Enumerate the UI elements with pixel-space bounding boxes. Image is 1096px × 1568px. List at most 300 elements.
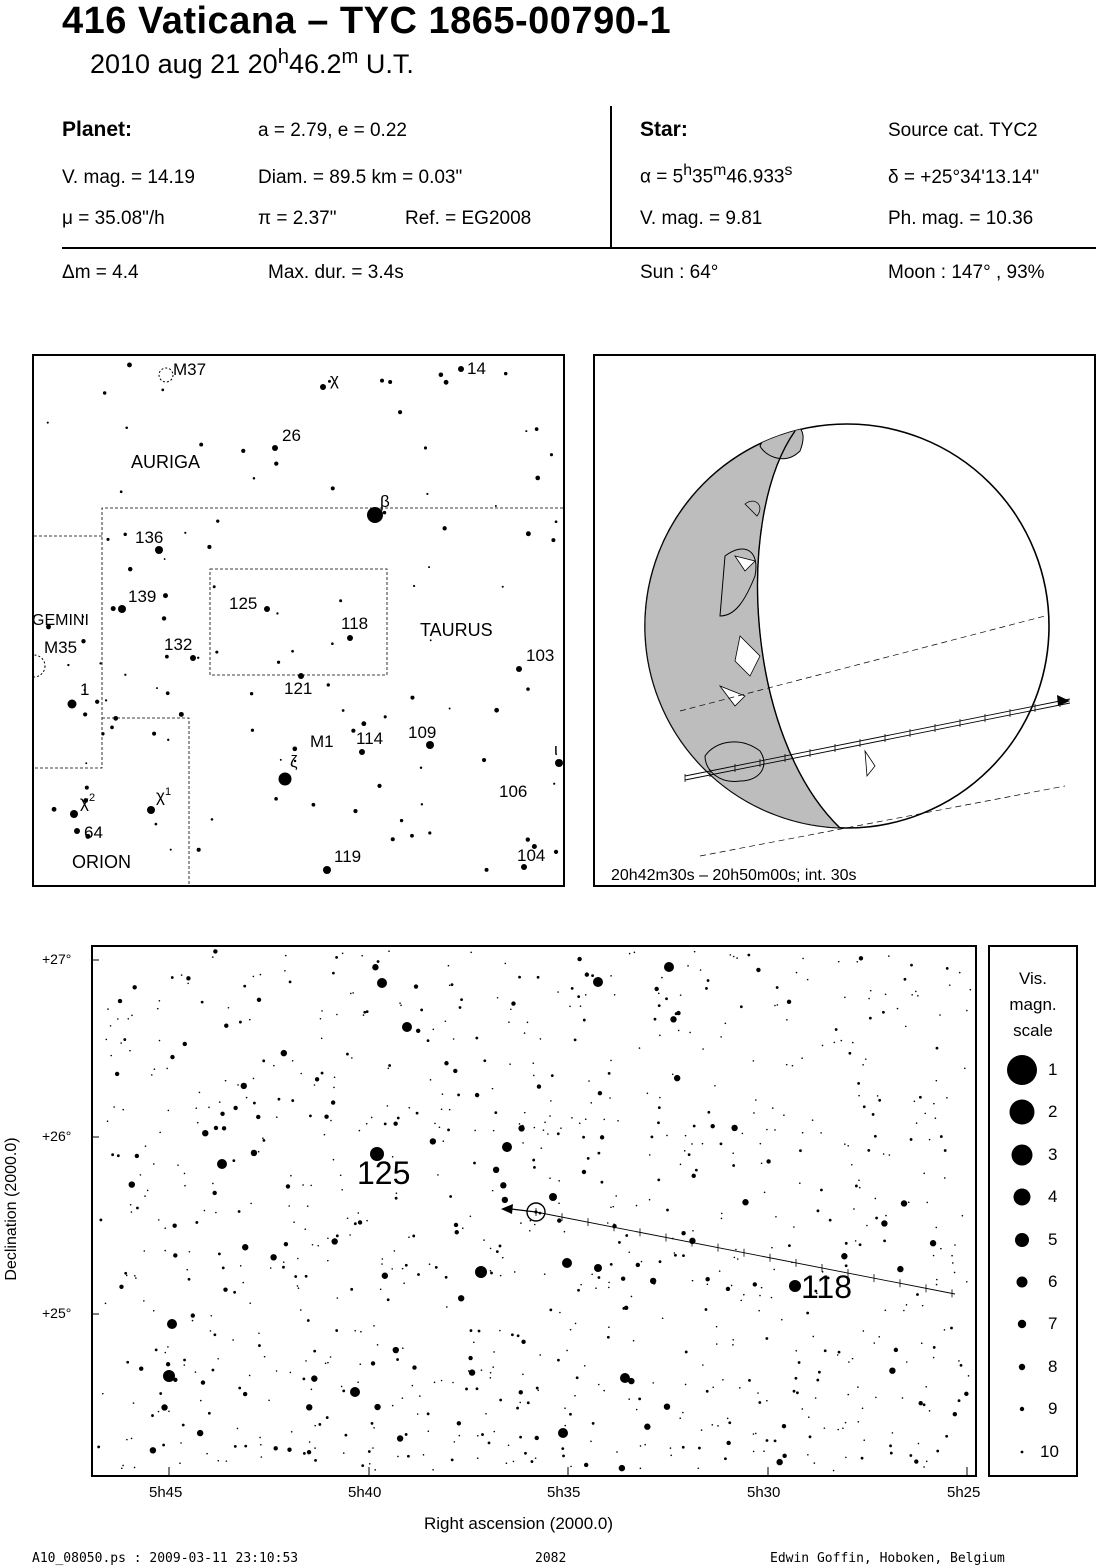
- detail-star: [577, 957, 581, 961]
- detail-star: [217, 1358, 219, 1360]
- detail-star: [894, 1348, 898, 1352]
- detail-star: [564, 1407, 566, 1409]
- detail-star: [172, 1224, 176, 1228]
- detail-star: [592, 1422, 595, 1425]
- detail-star: [697, 1467, 699, 1469]
- detail-star: [788, 1244, 791, 1247]
- detail-star: [337, 1297, 339, 1299]
- detail-star: [215, 1212, 217, 1214]
- detail-star: [678, 1030, 680, 1032]
- detail-label-118: 118: [801, 1269, 853, 1305]
- detail-star: [139, 1367, 143, 1371]
- finder-star: [555, 520, 558, 523]
- detail-star: [499, 1245, 502, 1248]
- finder-star: [101, 732, 104, 735]
- detail-star: [682, 1446, 685, 1449]
- detail-star: [363, 1014, 365, 1016]
- legend-dot-8: [1019, 1364, 1025, 1370]
- finder-star: [211, 818, 214, 821]
- detail-star: [220, 1112, 224, 1116]
- detail-star: [121, 1468, 123, 1470]
- detail-star: [445, 1276, 448, 1279]
- detail-star: [433, 1029, 435, 1031]
- detail-star: [544, 1121, 546, 1123]
- detail-star: [659, 1035, 661, 1037]
- detail-star: [930, 1240, 936, 1246]
- detail-star: [105, 1303, 107, 1305]
- detail-star: [654, 987, 658, 991]
- detail-star: [513, 1461, 515, 1463]
- detail-star: [344, 1434, 347, 1437]
- detail-star: [97, 1446, 100, 1449]
- finder-star: [83, 712, 87, 716]
- detail-star: [158, 1219, 160, 1221]
- detail-star: [327, 1362, 329, 1364]
- detail-star: [485, 1413, 487, 1415]
- detail-star: [558, 1180, 560, 1182]
- detail-star: [890, 1452, 893, 1455]
- detail-star: [520, 1222, 522, 1224]
- detail-star: [845, 1242, 848, 1245]
- detail-star: [210, 1330, 212, 1332]
- detail-star: [583, 1019, 586, 1022]
- detail-star: [187, 983, 189, 985]
- finder-star: [197, 657, 199, 659]
- detail-star: [321, 1038, 323, 1040]
- detail-star: [405, 1264, 408, 1267]
- detail-star: [736, 957, 738, 959]
- finder-star: [274, 462, 278, 466]
- detail-star: [792, 1065, 794, 1067]
- detail-star: [417, 1413, 419, 1415]
- detail-star: [494, 1111, 497, 1114]
- detail-star: [862, 1064, 864, 1066]
- detail-star: [164, 1250, 166, 1252]
- detail-star: [674, 1252, 676, 1254]
- detail-star: [904, 978, 907, 981]
- detail-star: [921, 1342, 923, 1344]
- detail-star: [240, 1265, 242, 1267]
- detail-star: [326, 1416, 329, 1419]
- finder-star: [554, 850, 558, 854]
- legend-dot-6: [1017, 1277, 1028, 1288]
- detail-star: [402, 1347, 404, 1349]
- detail-star: [241, 1083, 247, 1089]
- detail-star: [197, 1430, 203, 1436]
- planet-ref: Ref. = EG2008: [405, 208, 532, 229]
- detail-star: [183, 1042, 187, 1046]
- detail-star: [462, 1227, 464, 1229]
- detail-star: [261, 1456, 263, 1458]
- detail-star: [857, 1386, 859, 1388]
- detail-star: [644, 1424, 650, 1430]
- finder-star: [166, 691, 170, 695]
- detail-star: [926, 1202, 928, 1204]
- detail-star: [102, 1393, 104, 1395]
- detail-star: [582, 1170, 586, 1174]
- detail-star: [117, 1154, 120, 1157]
- detail-star: [159, 1000, 161, 1002]
- detail-star: [357, 1212, 359, 1214]
- detail-star: [144, 1195, 146, 1197]
- detail-star: [863, 1105, 866, 1108]
- finder-star: [551, 538, 555, 542]
- detail-star: [237, 1084, 239, 1086]
- detail-star: [608, 1072, 611, 1075]
- detail-star: [388, 1064, 391, 1067]
- globe-canvas: [595, 356, 1094, 885]
- finder-star: [106, 538, 109, 541]
- detail-star: [924, 1113, 926, 1115]
- detail-star: [292, 1060, 294, 1062]
- finder-star: [179, 712, 184, 717]
- detail-star: [944, 1329, 946, 1331]
- detail-star: [417, 1273, 420, 1276]
- detail-star: [711, 1424, 713, 1426]
- detail-star: [244, 1445, 247, 1448]
- finder-star: [279, 773, 292, 786]
- detail-star: [856, 961, 858, 963]
- detail-star: [237, 1428, 239, 1430]
- detail-star: [403, 1282, 405, 1284]
- detail-star: [795, 1350, 797, 1352]
- footer-author: Edwin Goffin, Hoboken, Belgium: [770, 1551, 1005, 1566]
- label-26: 26: [282, 426, 301, 445]
- detail-star: [127, 1018, 129, 1020]
- detail-star: [670, 1455, 672, 1457]
- detail-star: [922, 1305, 924, 1307]
- detail-star: [111, 1153, 114, 1156]
- detail-star: [393, 1347, 399, 1353]
- finder-star: [424, 446, 427, 449]
- detail-star: [571, 987, 574, 990]
- detail-star: [607, 1336, 610, 1339]
- detail-star: [714, 1085, 716, 1087]
- detail-star: [636, 1205, 638, 1207]
- finder-star: [125, 426, 128, 429]
- detail-star: [902, 1397, 904, 1399]
- detail-star: [705, 1308, 708, 1311]
- finder-star: [526, 687, 530, 691]
- detail-star: [685, 1384, 687, 1386]
- star-vmag: V. mag. = 9.81: [640, 208, 763, 229]
- detail-star: [416, 1112, 419, 1115]
- detail-star: [504, 963, 506, 965]
- detail-star: [423, 1454, 425, 1456]
- detail-star: [817, 1209, 820, 1212]
- detail-star: [863, 1439, 865, 1441]
- detail-star: [558, 1428, 568, 1438]
- detail-star: [853, 1208, 855, 1210]
- detail-star: [939, 1014, 941, 1016]
- detail-star: [820, 1132, 822, 1134]
- detail-star: [298, 1287, 300, 1289]
- finder-star: [184, 532, 186, 534]
- detail-star: [309, 1441, 311, 1443]
- detail-star: [639, 1047, 641, 1049]
- detail-star: [707, 979, 710, 982]
- label-64: 64: [84, 823, 103, 842]
- info-divider-vertical: [610, 106, 612, 249]
- detail-star: [159, 1392, 162, 1395]
- detail-star: [910, 1138, 913, 1141]
- detail-star: [524, 1452, 527, 1455]
- detail-star: [222, 1126, 226, 1130]
- detail-star: [377, 960, 380, 963]
- detail-star: [250, 1203, 252, 1205]
- detail-star: [477, 1435, 479, 1437]
- legend-label-1: 1: [1048, 1060, 1058, 1079]
- detail-star: [366, 1123, 368, 1125]
- detail-star: [615, 1195, 617, 1197]
- finder-star: [251, 729, 254, 732]
- detail-star: [305, 1275, 308, 1278]
- label-1: 1: [80, 680, 90, 699]
- detail-star: [314, 1425, 316, 1427]
- detail-star: [374, 1469, 376, 1471]
- detail-star: [569, 1413, 572, 1416]
- detail-star: [499, 1399, 502, 1402]
- detail-star: [320, 1018, 322, 1020]
- detail-star: [434, 1123, 436, 1125]
- detail-star: [197, 1122, 199, 1124]
- detail-star: [164, 1352, 166, 1354]
- legend-dot-5: [1015, 1233, 1029, 1247]
- detail-star: [184, 1185, 186, 1187]
- detail-star: [923, 1466, 925, 1468]
- detail-star: [585, 994, 587, 996]
- detail-star: [140, 1174, 142, 1176]
- detail-star: [499, 1330, 501, 1332]
- detail-star: [449, 1109, 451, 1111]
- detail-star: [847, 1145, 849, 1147]
- detail-star: [782, 1424, 786, 1428]
- detail-star: [532, 1062, 534, 1064]
- detail-star: [731, 1125, 737, 1131]
- detail-star: [575, 1323, 577, 1325]
- detail-star: [875, 1397, 877, 1399]
- legend-label-4: 4: [1048, 1187, 1058, 1206]
- detail-star: [756, 968, 760, 972]
- detail-star: [166, 1362, 170, 1366]
- cluster-marker: [34, 655, 45, 677]
- detail-star: [764, 1192, 766, 1194]
- detail-star: [564, 1231, 566, 1233]
- detail-star: [710, 1124, 714, 1128]
- detail-star: [958, 1360, 960, 1362]
- detail-star: [276, 1116, 278, 1118]
- detail-star: [662, 1317, 664, 1319]
- detail-star: [497, 997, 499, 999]
- x-tick-5h45: 5h45: [149, 1484, 183, 1501]
- detail-star: [892, 1432, 894, 1434]
- detail-star: [705, 1277, 709, 1281]
- detail-star: [672, 1073, 674, 1075]
- detail-star: [307, 1450, 311, 1454]
- detail-star: [427, 1039, 430, 1042]
- detail-star: [212, 956, 214, 958]
- finder-star: [156, 687, 158, 689]
- detail-star: [306, 1404, 312, 1410]
- moon-elongation: Moon : 147° , 93%: [888, 262, 1045, 283]
- detail-star: [759, 1295, 761, 1297]
- event-datetime: 2010 aug 21 20$^h$46.2$^m$ U.T.: [90, 46, 414, 79]
- detail-star: [204, 1210, 206, 1212]
- detail-star: [343, 1452, 345, 1454]
- detail-star: [570, 1466, 572, 1468]
- detail-star: [616, 1451, 618, 1453]
- detail-star: [397, 1456, 399, 1458]
- detail-star: [608, 1287, 610, 1289]
- detail-star: [670, 1016, 676, 1022]
- detail-star: [212, 1183, 214, 1185]
- detail-star: [134, 1467, 136, 1469]
- detail-star: [919, 1096, 922, 1099]
- detail-star: [118, 999, 122, 1003]
- detail-star: [801, 1408, 803, 1410]
- detail-star: [159, 1132, 161, 1134]
- detail-star: [684, 1150, 686, 1152]
- detail-star: [870, 990, 872, 992]
- detail-star: [363, 1011, 366, 1014]
- detail-star: [321, 1010, 323, 1012]
- detail-star: [518, 976, 521, 979]
- detail-star: [835, 1028, 838, 1031]
- detail-star: [918, 1401, 922, 1405]
- detail-star: [909, 1454, 912, 1457]
- detail-star: [225, 1080, 227, 1082]
- finder-star: [323, 866, 331, 874]
- detail-star: [901, 1200, 907, 1206]
- detail-star: [732, 1152, 734, 1154]
- detail-star: [354, 1222, 357, 1225]
- detail-star: [968, 1375, 970, 1377]
- finder-star: [458, 366, 464, 372]
- legend-dots: [990, 947, 1076, 1475]
- detail-star: [537, 1084, 541, 1088]
- star-phmag: Ph. mag. = 10.36: [888, 208, 1034, 229]
- detail-star: [481, 1433, 484, 1436]
- detail-star: [665, 997, 668, 1000]
- detail-star: [621, 1277, 625, 1281]
- detail-star: [600, 1135, 604, 1139]
- detail-star: [155, 1349, 158, 1352]
- detail-star: [795, 1377, 798, 1380]
- detail-star: [157, 1008, 159, 1010]
- detail-star: [657, 1121, 660, 1124]
- detail-star: [636, 1263, 640, 1267]
- detail-star: [458, 1295, 464, 1301]
- detail-star: [829, 1219, 832, 1222]
- label-103: 103: [526, 646, 555, 665]
- detail-star: [903, 1310, 905, 1312]
- finder-star: [164, 558, 166, 560]
- detail-star: [674, 1075, 680, 1081]
- detail-star: [706, 1390, 709, 1393]
- detail-star: [342, 953, 344, 955]
- detail-star: [206, 1453, 208, 1455]
- detail-star: [774, 1439, 777, 1442]
- detail-star: [906, 1361, 908, 1363]
- finder-star: [199, 443, 203, 447]
- label-121: 121: [284, 679, 313, 698]
- detail-star: [183, 1364, 185, 1366]
- x-axis-label: Right ascension (2000.0): [424, 1514, 614, 1533]
- detail-star: [359, 1363, 361, 1365]
- detail-star: [962, 1215, 964, 1217]
- detail-star: [445, 1020, 447, 1022]
- detail-star: [661, 977, 663, 979]
- finder-star: [526, 531, 531, 536]
- globe-panel: [593, 354, 1096, 887]
- detail-star: [490, 1377, 492, 1379]
- detail-star: [373, 1427, 375, 1429]
- detail-star: [511, 1001, 515, 1005]
- detail-star: [284, 970, 286, 972]
- detail-star: [783, 1114, 785, 1116]
- detail-star: [724, 1457, 727, 1460]
- detail-star: [107, 1120, 109, 1122]
- detail-star: [354, 1330, 356, 1332]
- detail-star: [115, 1072, 119, 1076]
- magnitude-legend: [988, 945, 1078, 1477]
- detail-star: [590, 1441, 592, 1443]
- detail-star: [888, 955, 890, 957]
- detail-star: [181, 974, 183, 976]
- detail-star: [305, 1360, 307, 1362]
- detail-star: [802, 958, 804, 960]
- detail-star: [314, 1447, 316, 1449]
- detail-star: [692, 1174, 696, 1178]
- detail-star: [766, 1439, 769, 1442]
- detail-star: [610, 1206, 612, 1208]
- detail-star: [195, 1221, 198, 1224]
- detail-star: [324, 1134, 326, 1136]
- detail-star: [113, 1106, 115, 1108]
- detail-star: [374, 1404, 380, 1410]
- detail-star: [192, 1320, 194, 1322]
- detail-star: [309, 1115, 312, 1118]
- detail-star: [402, 1022, 412, 1032]
- detail-star: [774, 1005, 776, 1007]
- detail-star: [529, 1230, 531, 1232]
- detail-star: [845, 1422, 847, 1424]
- detail-star: [259, 1437, 261, 1439]
- detail-star: [782, 1454, 786, 1458]
- detail-star: [664, 1403, 670, 1409]
- detail-star: [776, 986, 779, 989]
- detail-star: [916, 1293, 919, 1296]
- detail-star: [799, 1149, 802, 1152]
- finder-star: [81, 639, 85, 643]
- detail-star: [618, 1241, 621, 1244]
- detail-star: [511, 1333, 514, 1336]
- detail-star: [429, 1263, 431, 1265]
- detail-star: [702, 1143, 704, 1145]
- finder-star: [124, 533, 127, 536]
- legend-label-2: 2: [1048, 1102, 1058, 1121]
- finder-star: [241, 449, 245, 453]
- detail-star: [393, 1121, 397, 1125]
- detail-star: [289, 980, 292, 983]
- detail-star: [151, 1074, 153, 1076]
- detail-star: [449, 984, 451, 986]
- detail-star: [875, 1217, 878, 1220]
- detail-star: [910, 964, 913, 967]
- detail-star: [771, 1297, 773, 1299]
- label-125: 125: [229, 594, 258, 613]
- detail-star: [915, 991, 917, 993]
